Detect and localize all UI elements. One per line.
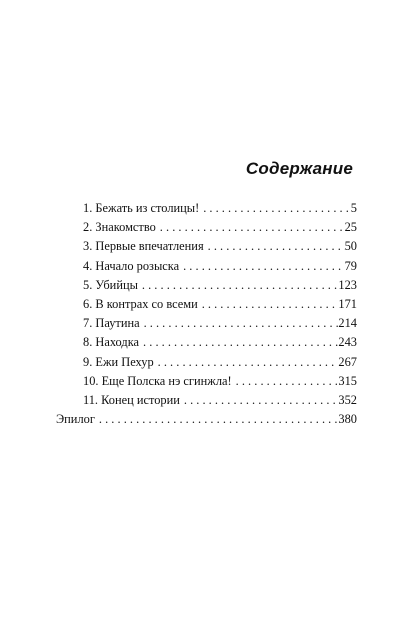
dot-leader (154, 353, 339, 372)
dot-leader (180, 391, 339, 410)
toc-entry (83, 276, 357, 295)
toc-entry (83, 372, 357, 391)
toc-entry-title: 11. Конец истории (83, 393, 180, 408)
toc-entry (83, 333, 357, 352)
toc-entry-title: 10. Еще Полска нэ сгинжла! (83, 373, 232, 388)
toc-entry-page: 352 (338, 393, 357, 408)
toc-entry-page: 79 (344, 258, 357, 273)
toc-entry-title: 2. Знакомство (83, 220, 156, 235)
toc-entry-page: 380 (338, 412, 357, 427)
toc-entry-title: 6. В контрах со всеми (83, 297, 198, 312)
dot-leader (156, 218, 345, 237)
toc-heading: Содержание (245, 159, 353, 178)
dot-leader (140, 314, 339, 333)
dot-leader (95, 410, 339, 429)
toc-entry-page: 243 (338, 335, 357, 350)
toc-entry (83, 295, 357, 314)
toc-entry (83, 237, 357, 256)
toc-entry-page: 171 (338, 297, 357, 312)
toc-entry-page: 50 (344, 239, 357, 254)
toc-entry (83, 314, 357, 333)
toc-entry-title: 9. Ежи Пехур (83, 354, 154, 369)
toc-entry-title: 7. Паутина (83, 316, 140, 331)
toc-entry (83, 257, 357, 276)
toc-entry (83, 199, 357, 218)
dot-leader (199, 199, 351, 218)
toc-entry (83, 391, 357, 410)
toc-entry-page: 123 (338, 277, 357, 292)
toc-entry-page: 25 (344, 220, 357, 235)
toc-entry-page: 315 (338, 373, 357, 388)
toc-entry-page: 214 (338, 316, 357, 331)
toc-entry-title: 3. Первые впечатления (83, 239, 204, 254)
dot-leader (138, 276, 339, 295)
toc-entry-title: 5. Убийцы (83, 277, 138, 292)
toc-entry-page: 5 (350, 201, 357, 215)
toc-entry-epilogue (56, 410, 357, 429)
dot-leader (139, 333, 338, 352)
dot-leader (198, 295, 339, 314)
dot-leader (232, 372, 339, 391)
table-of-contents (56, 199, 357, 429)
dot-leader (179, 257, 345, 276)
toc-entry (83, 218, 357, 237)
toc-entry-title: 8. Находка (83, 335, 140, 350)
toc-entry-title: 1. Бежать из столицы! (83, 201, 200, 215)
dot-leader (204, 237, 345, 256)
toc-entry-title: 4. Начало розыска (83, 258, 180, 273)
toc-entry (83, 353, 357, 372)
toc-entry-title: Эпилог (56, 412, 95, 427)
toc-entry-page: 267 (338, 354, 357, 369)
